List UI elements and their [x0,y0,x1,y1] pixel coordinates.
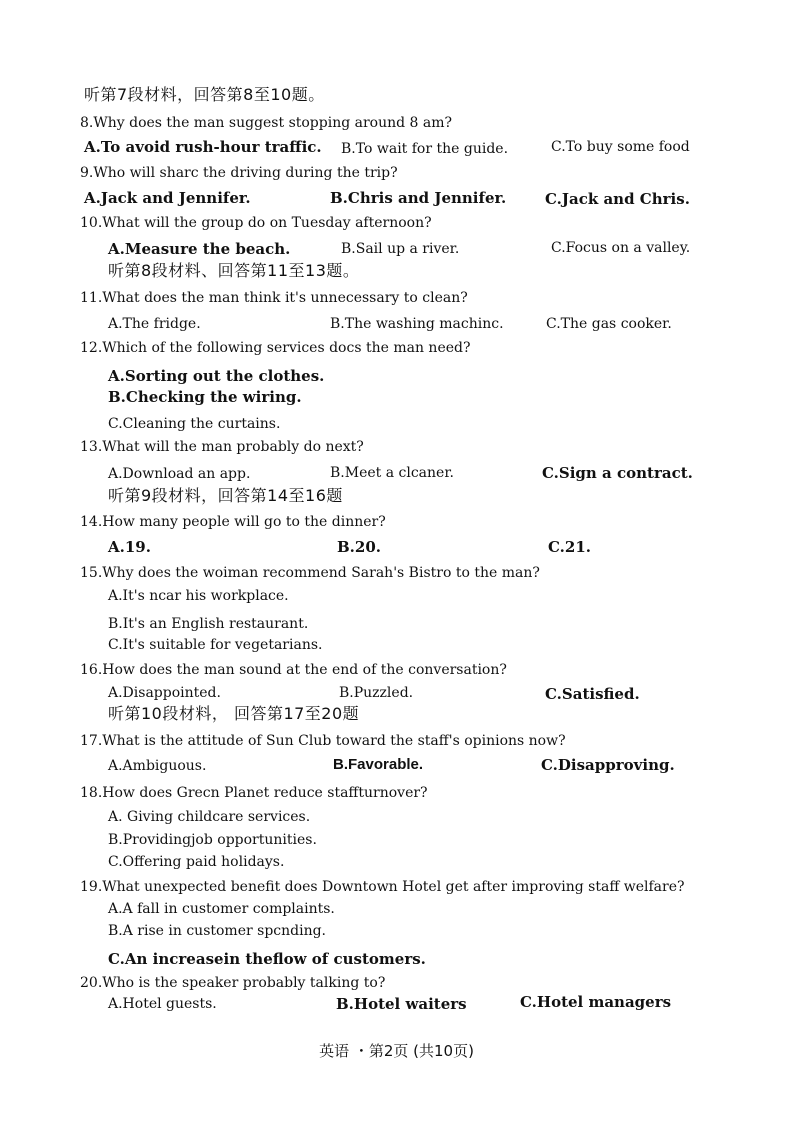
question-12-option-b: B.Checking the wiring. [108,388,302,406]
question-9-stem: 9.Who will sharc the driving during the trip? [80,165,398,181]
question-18-stem: 18.How does Grecn Planet reduce staffturnover? [80,785,428,801]
question-13-stem: 13.What will the man probably do next? [80,439,364,455]
question-20-option-b: B.Hotel waiters [336,995,467,1013]
question-10-option-a: A.Measure the beach. [108,240,291,258]
question-19-option-c: C.An increasein theflow of customers. [108,950,426,968]
question-16-stem: 16.How does the man sound at the end of the conversation? [80,662,507,678]
question-17-option-b: B.Favorable. [333,756,424,773]
question-9-option-c: C.Jack and Chris. [545,190,690,208]
question-20-option-a: A.Hotel guests. [108,996,217,1012]
question-17-option-a: A.Ambiguous. [108,758,207,774]
question-9-option-a: A.Jack and Jennifer. [84,189,251,207]
question-18-option-b: B.Providingjob opportunities. [108,832,317,848]
page-footer: 英语 ・第2页 (共10页) [319,1042,474,1060]
question-14-option-a: A.19. [108,538,151,556]
question-10-stem: 10.What will the group do on Tuesday afternoon? [80,215,432,231]
question-14-option-b: B.20. [337,538,381,556]
question-13-option-b: B.Meet a clcaner. [330,465,454,481]
question-8-option-a: A.To avoid rush-hour traffic. [84,138,322,156]
question-16-option-a: A.Disappointed. [108,685,221,701]
question-14-option-c: C.21. [548,538,591,556]
question-11-option-a: A.The fridge. [108,316,201,332]
question-20-stem: 20.Who is the speaker probably talking to? [80,975,386,991]
question-13-option-a: A.Download an app. [108,466,251,482]
question-9-option-b: B.Chris and Jennifer. [330,189,507,207]
question-16-option-c: C.Satisfied. [545,685,640,703]
question-15-stem: 15.Why does the woiman recommend Sarah's Bistro to the man? [80,565,540,581]
question-12-option-c: C.Cleaning the curtains. [108,416,281,432]
question-12-stem: 12.Which of the following services docs the man need? [80,340,471,356]
question-10-option-c: C.Focus on a valley. [551,240,691,256]
section-heading-7: 听第7段材料，回答第8至10题。 [84,85,325,104]
question-15-option-b: B.It's an English restaurant. [108,616,309,632]
question-11-stem: 11.What does the man think it's unnecessary to clean? [80,290,468,306]
question-12-option-a: A.Sorting out the clothes. [108,367,325,385]
question-16-option-b: B.Puzzled. [339,685,414,701]
section-heading-10: 听第10段材料， 回答第17至20题 [108,704,360,723]
question-11-option-b: B.The washing machinc. [330,316,504,332]
question-17-stem: 17.What is the attitude of Sun Club toward the staff's opinions now? [80,733,566,749]
question-15-option-a: A.It's ncar his workplace. [108,588,289,604]
question-19-option-b: B.A rise in customer spcnding. [108,923,327,939]
question-18-option-a: A. Giving childcare services. [108,809,311,825]
question-19-option-a: A.A fall in customer complaints. [108,901,335,917]
question-11-option-c: C.The gas cooker. [546,316,672,332]
question-17-option-c: C.Disapproving. [541,756,675,774]
question-8-option-b: B.To wait for the guide. [341,141,509,157]
section-heading-9: 听第9段材料，回答第14至16题 [108,486,343,505]
question-19-stem: 19.What unexpected benefit does Downtown Hotel get after improving staff welfare? [80,879,685,895]
question-10-option-b: B.Sail up a river. [341,241,460,257]
question-8-option-c: C.To buy some food [551,139,690,155]
question-14-stem: 14.How many people will go to the dinner? [80,514,386,530]
section-heading-8: 听第8段材料、回答第11至13题。 [108,261,360,280]
question-8-stem: 8.Why does the man suggest stopping around 8 am? [80,115,453,131]
question-18-option-c: C.Offering paid holidays. [108,854,285,870]
question-13-option-c: C.Sign a contract. [542,464,693,482]
question-20-option-c: C.Hotel managers [520,993,672,1011]
question-15-option-c: C.It's suitable for vegetarians. [108,637,323,653]
